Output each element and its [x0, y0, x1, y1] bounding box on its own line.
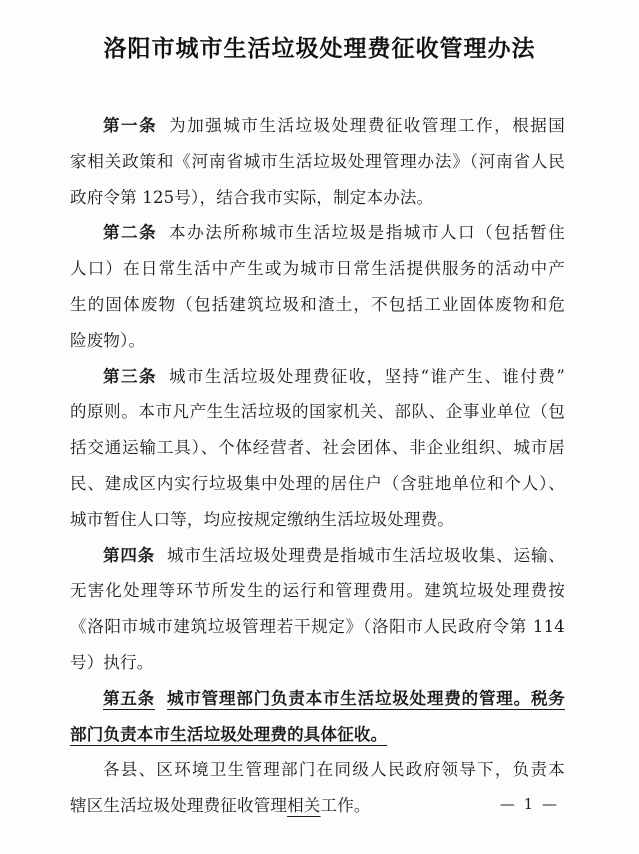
article-2-line-3: 生的固体废物（包括建筑垃圾和渣土，不包括工业固体废物和危 [70, 294, 565, 314]
article-4-line-3: 《洛阳市城市建筑垃圾管理若干规定》（洛阳市人民政府令第 114 [70, 617, 565, 637]
article-1-line-2: 家相关政策和《河南省城市生活垃圾处理管理办法》（河南省人民 [70, 151, 565, 171]
article-3-line-4: 民、建成区内实行垃圾集中处理的居住户（含驻地单位和个人）、 [70, 473, 565, 493]
page-number: — 1 — [499, 795, 559, 813]
underlined-word: 相关 [287, 796, 321, 816]
paragraph-6-line-2: 辖区生活垃圾处理费征收管理相关工作。 [70, 796, 371, 816]
article-2-line-1: 第二条 本办法所称城市生活垃圾是指城市人口（包括暂住 [103, 223, 565, 243]
paragraph-6-line-1: 各县、区环境卫生管理部门在同级人民政府领导下，负责本 [103, 760, 565, 780]
article-4-line-2: 无害化处理等环节所发生的运行和管理费用。建筑垃圾处理费按 [70, 581, 565, 601]
article-3-line-1: 第三条 城市生活垃圾处理费征收，坚持“谁产生、谁付费” [103, 366, 565, 386]
document-title: 洛阳市城市生活垃圾处理费征收管理办法 [103, 35, 536, 62]
article-2-line-4: 险废物）。 [70, 330, 146, 350]
article-3-label: 第三条 [103, 366, 157, 386]
article-3-line-3: 括交通运输工具）、个体经营者、社会团体、非企业组织、城市居 [70, 438, 565, 458]
article-4-line-4: 号）执行。 [70, 652, 154, 672]
document-body [70, 108, 565, 824]
article-3-line-5: 城市暂住人口等，均应按规定缴纳生活垃圾处理费。 [70, 509, 455, 529]
article-3-line-2: 的原则。本市凡产生生活垃圾的国家机关、部队、企事业单位（包 [70, 402, 565, 422]
article-2-line-2: 人口）在日常生活中产生或为城市日常生活提供服务的活动中产 [70, 259, 565, 279]
article-1-label: 第一条 [103, 116, 158, 135]
article-4-label: 第四条 [103, 545, 155, 565]
article-1-line-3: 政府令第 125号），结合我市实际，制定本办法。 [70, 187, 434, 207]
article-5-label: 第五条 [103, 688, 155, 708]
article-5-line-2: 部门负责本市生活垃圾处理费的具体征收。 [70, 724, 388, 744]
article-4-line-1: 第四条 城市生活垃圾处理费是指城市生活垃圾收集、运输、 [103, 545, 565, 565]
article-1-line-1: 第一条 为加强城市生活垃圾处理费征收管理工作，根据国 [103, 116, 565, 135]
article-5-line-1: 第五条 城市管理部门负责本市生活垃圾处理费的管理。税务 [103, 688, 565, 708]
article-2-label: 第二条 [103, 223, 158, 243]
